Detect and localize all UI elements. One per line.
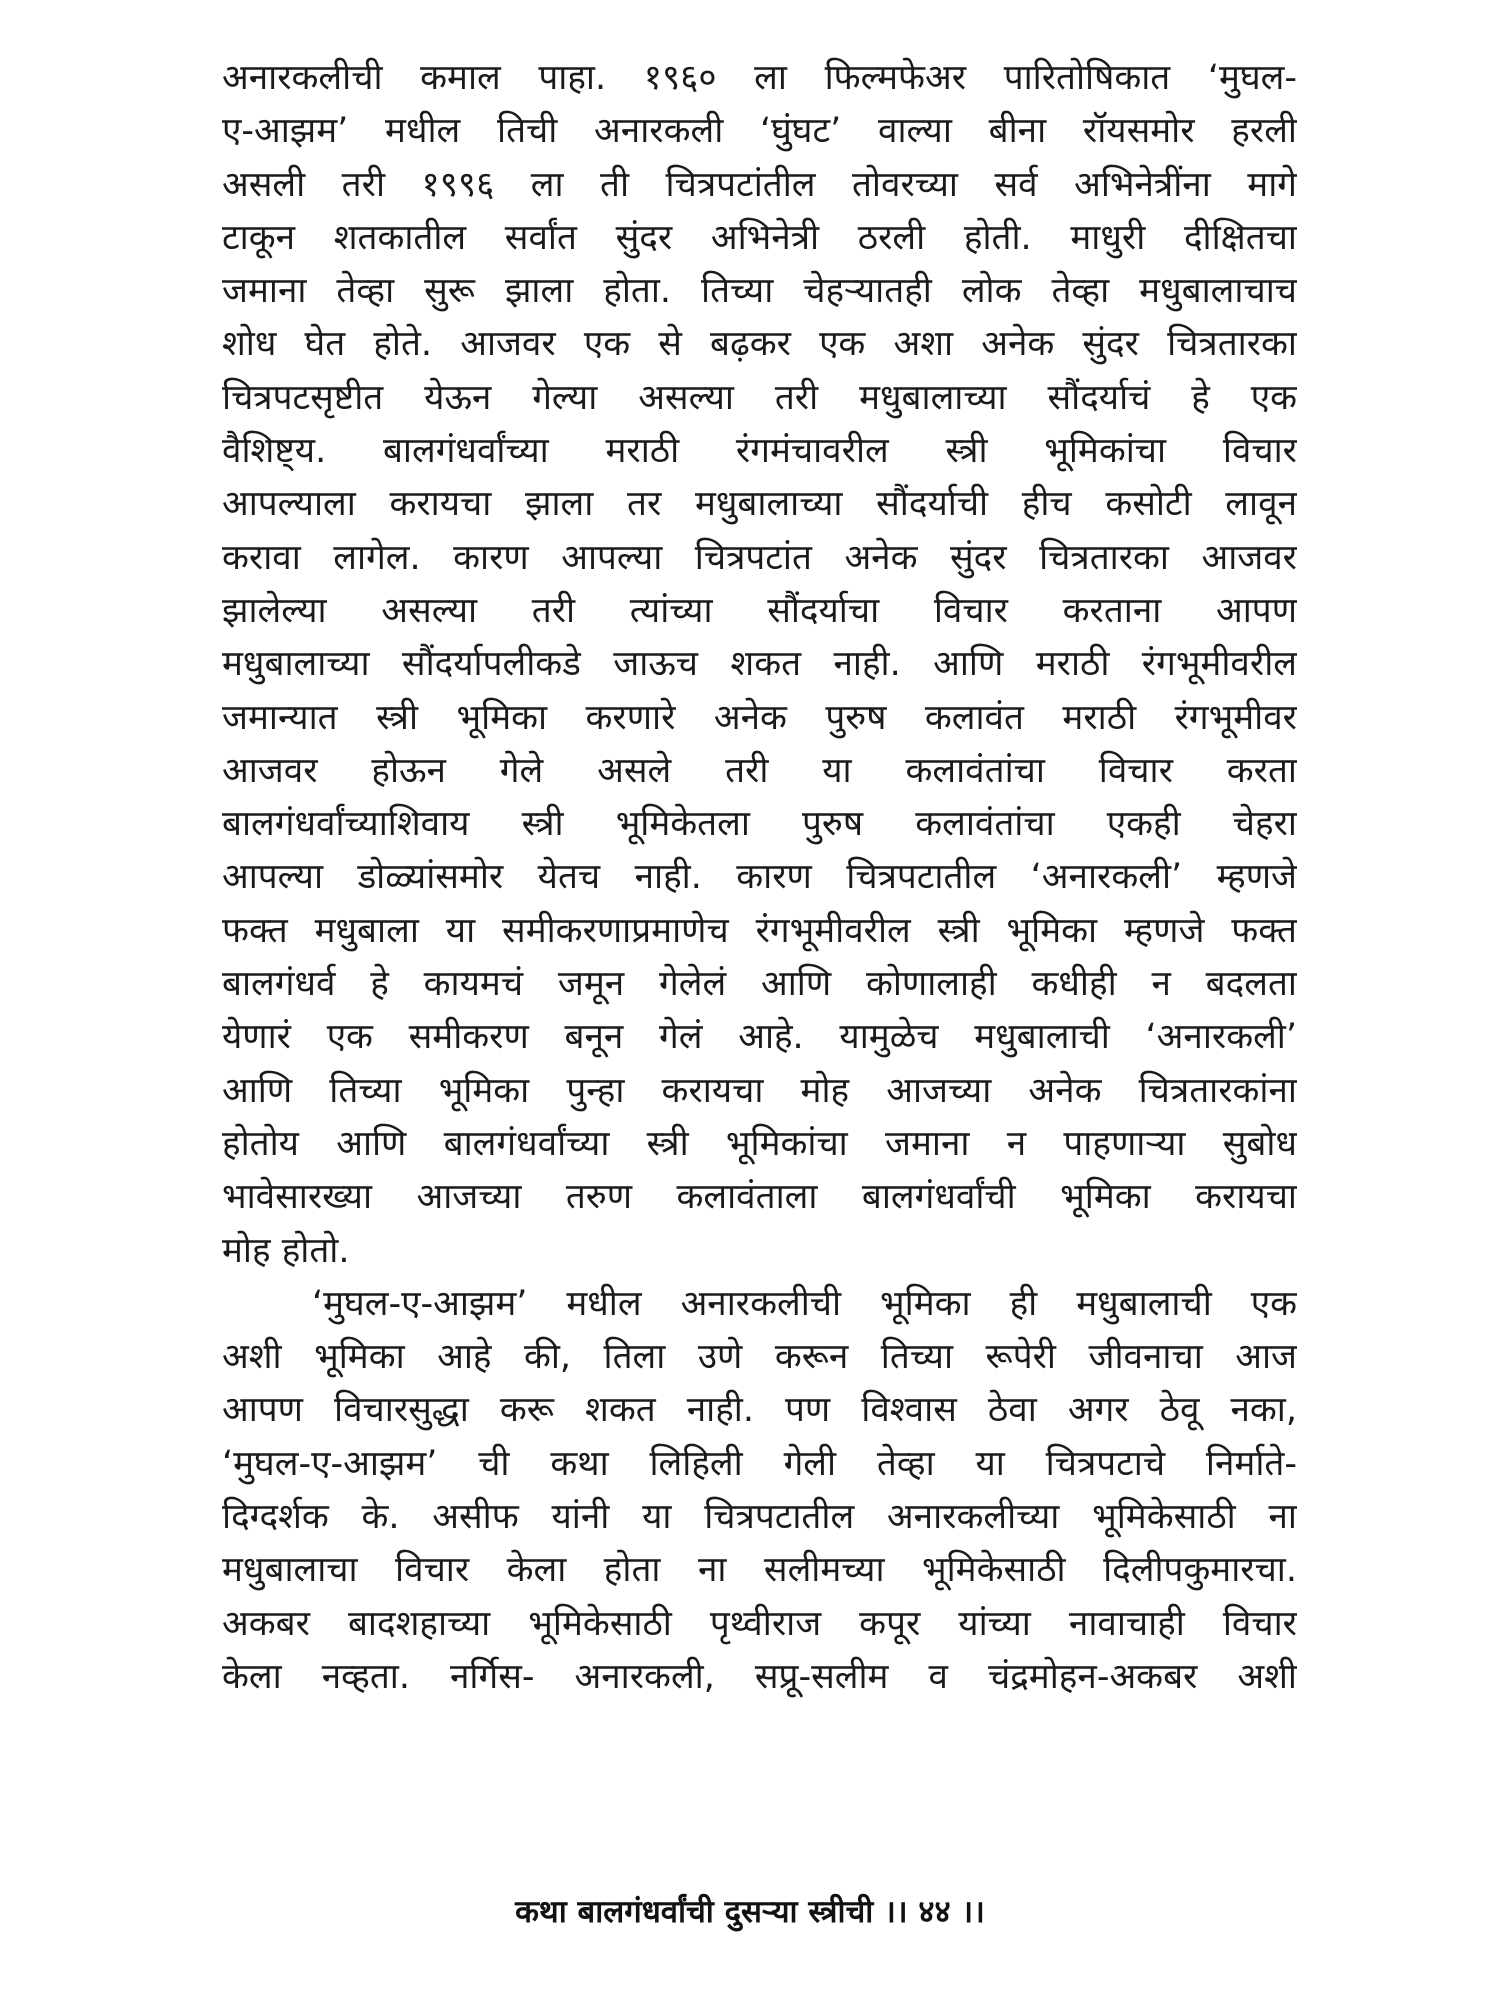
text-line: जमाना तेव्हा सुरू झाला होता. तिच्या चेहऱ्यातही लोक तेव्हा मधुबालाचाच bbox=[222, 271, 1297, 312]
text-line: टाकून शतकातील सर्वांत सुंदर अभिनेत्री ठरली होती. माधुरी दीक्षितचा bbox=[222, 217, 1297, 258]
text-line: ‘मुघल-ए-आझम’ मधील अनारकलीची भूमिका ही मधुबालाची एक bbox=[312, 1283, 1297, 1324]
text-line: जमान्यात स्त्री भूमिका करणारे अनेक पुरुष कलावंत मराठी रंगभूमीवर bbox=[222, 697, 1297, 738]
text-line: असली तरी १९९६ ला ती चित्रपटांतील तोवरच्या सर्व अभिनेत्रींना मागे bbox=[222, 164, 1297, 205]
text-line: अशी भूमिका आहे की, तिला उणे करून तिच्या रूपेरी जीवनाचा आज bbox=[222, 1337, 1297, 1378]
text-line: दिग्दर्शक के. असीफ यांनी या चित्रपटातील अनारकलीच्या भूमिकेसाठी ना bbox=[222, 1497, 1297, 1538]
text-line: आणि तिच्या भूमिका पुन्हा करायचा मोह आजच्या अनेक चित्रतारकांना bbox=[222, 1070, 1297, 1111]
text-line: चित्रपटसृष्टीत येऊन गेल्या असल्या तरी मधुबालाच्या सौंदर्याचं हे एक bbox=[222, 377, 1297, 418]
text-line: करावा लागेल. कारण आपल्या चित्रपटांत अनेक सुंदर चित्रतारका आजवर bbox=[222, 537, 1297, 578]
text-line: शोध घेत होते. आजवर एक से बढ़कर एक अशा अनेक सुंदर चित्रतारका bbox=[222, 324, 1297, 365]
text-line: झालेल्या असल्या तरी त्यांच्या सौंदर्याचा विचार करताना आपण bbox=[222, 590, 1297, 631]
text-line: ए-आझम’ मधील तिची अनारकली ‘घुंघट’ वाल्या बीना रॉयसमोर हरली bbox=[222, 111, 1297, 152]
text-line: आपल्या डोळ्यांसमोर येतच नाही. कारण चित्रपटातील ‘अनारकली’ म्हणजे bbox=[222, 857, 1297, 898]
text-line: होतोय आणि बालगंधर्वांच्या स्त्री भूमिकांचा जमाना न पाहणाऱ्या सुबोध bbox=[222, 1123, 1297, 1164]
text-line: भावेसारख्या आजच्या तरुण कलावंताला बालगंधर्वांची भूमिका करायचा bbox=[222, 1177, 1297, 1218]
text-line: बालगंधर्वांच्याशिवाय स्त्री भूमिकेतला पुरुष कलावंतांचा एकही चेहरा bbox=[222, 804, 1297, 845]
text-line: वैशिष्ट्य. बालगंधर्वांच्या मराठी रंगमंचावरील स्त्री भूमिकांचा विचार bbox=[222, 431, 1297, 472]
text-line: केला नव्हता. नर्गिस- अनारकली, सप्रू-सलीम व चंद्रमोहन-अकबर अशी bbox=[222, 1656, 1297, 1697]
paragraph-1 bbox=[222, 52, 1297, 1278]
paragraph-2 bbox=[222, 1278, 1297, 1704]
page-footer: कथा बालगंधर्वांची दुसऱ्या स्त्रीची ।। ४४ ।। bbox=[515, 1894, 985, 1930]
text-line: बालगंधर्व हे कायमचं जमून गेलेलं आणि कोणालाही कधीही न बदलता bbox=[222, 964, 1297, 1005]
text-line: मधुबालाचा विचार केला होता ना सलीमच्या भूमिकेसाठी दिलीपकुमारचा. bbox=[222, 1550, 1297, 1591]
text-line: अनारकलीची कमाल पाहा. १९६० ला फिल्मफेअर पारितोषिकात ‘मुघल- bbox=[222, 58, 1297, 98]
text-line: येणारं एक समीकरण बनून गेलं आहे. यामुळेच मधुबालाची ‘अनारकली’ bbox=[222, 1017, 1297, 1058]
text-line: अकबर बादशहाच्या भूमिकेसाठी पृथ्वीराज कपूर यांच्या नावाचाही विचार bbox=[222, 1603, 1297, 1644]
body-text bbox=[222, 52, 1297, 1704]
text-line: ‘मुघल-ए-आझम’ ची कथा लिहिली गेली तेव्हा या चित्रपटाचे निर्माते- bbox=[222, 1443, 1297, 1484]
text-line: आपल्याला करायचा झाला तर मधुबालाच्या सौंदर्याची हीच कसोटी लावून bbox=[222, 484, 1297, 525]
text-line: मोह होतो. bbox=[222, 1230, 350, 1271]
text-line: फक्त मधुबाला या समीकरणाप्रमाणेच रंगभूमीवरील स्त्री भूमिका म्हणजे फक्त bbox=[222, 910, 1297, 951]
text-line: आजवर होऊन गेले असले तरी या कलावंतांचा विचार करता bbox=[222, 750, 1297, 791]
text-line: मधुबालाच्या सौंदर्यापलीकडे जाऊच शकत नाही. आणि मराठी रंगभूमीवरील bbox=[222, 644, 1297, 685]
text-line: आपण विचारसुद्धा करू शकत नाही. पण विश्वास ठेवा अगर ठेवू नका, bbox=[222, 1390, 1297, 1431]
